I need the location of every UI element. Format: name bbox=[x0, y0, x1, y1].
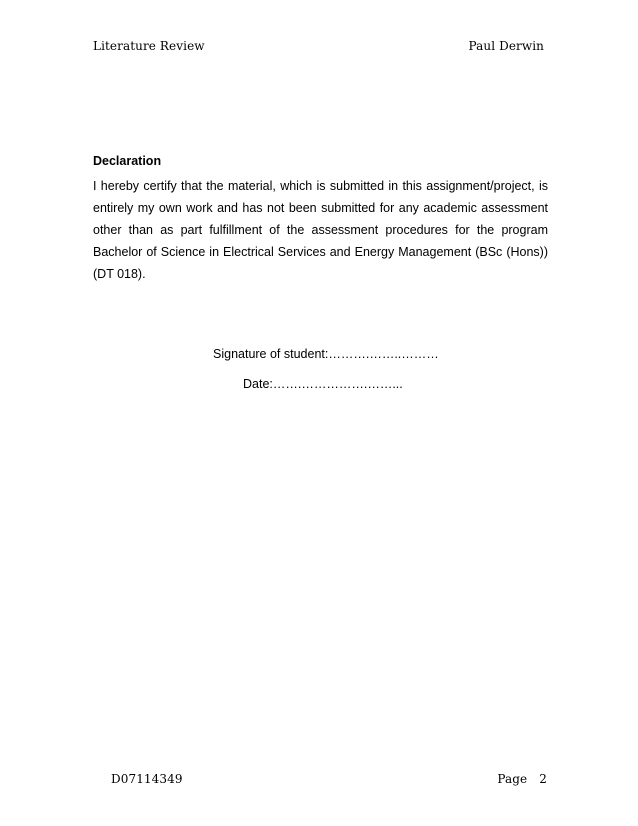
footer-student-id: D07114349 bbox=[111, 772, 183, 786]
page-number: 2 bbox=[539, 772, 547, 786]
declaration-heading: Declaration bbox=[93, 154, 162, 168]
header-title: Literature Review bbox=[93, 39, 205, 53]
signature-line: Signature of student:……….……..……… bbox=[213, 347, 439, 361]
header-author: Paul Derwin bbox=[468, 39, 544, 53]
declaration-line: entirely my own work and has not been submitted for any academic assessment bbox=[93, 201, 548, 215]
declaration-line: Bachelor of Science in Electrical Services and Energy Management (BSc (Hons)) bbox=[93, 245, 548, 259]
declaration-line: other than as part fulfillment of the assessment procedures for the program bbox=[93, 223, 548, 237]
declaration-paragraph bbox=[93, 175, 548, 285]
footer-page-number bbox=[497, 772, 547, 786]
declaration-line: (DT 018). bbox=[93, 267, 146, 281]
declaration-line: I hereby certify that the material, which is submitted in this assignment/project, is bbox=[93, 179, 548, 193]
page-label: Page bbox=[497, 772, 528, 786]
date-line: Date:…….…………….……... bbox=[243, 377, 403, 391]
